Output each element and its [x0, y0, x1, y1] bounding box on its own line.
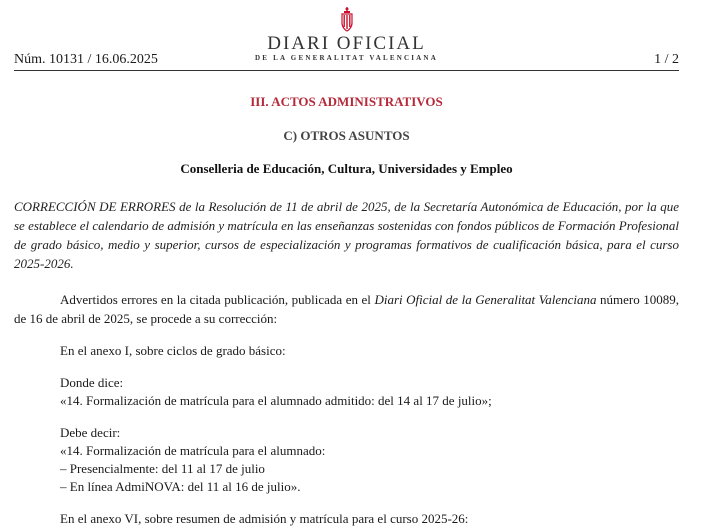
document-header	[14, 0, 679, 72]
new-text-line: – En línea AdmiNOVA: del 11 al 16 de julio».	[60, 479, 301, 494]
body-paragraph	[14, 290, 679, 328]
old-text: «14. Formalización de matrícula para el alumnado admitido: del 14 al 17 de julio»;	[60, 393, 492, 408]
journal-logo	[14, 6, 679, 62]
section-part: III. ACTOS ADMINISTRATIVOS	[250, 94, 443, 109]
annex-6-heading: En el anexo VI, sobre resumen de admisión y matrícula para el curso 2025-26:	[60, 511, 469, 526]
logo-title: DIARI OFICIAL	[267, 33, 426, 54]
intro-paragraph: CORRECCIÓN DE ERRORES de la Resolución de 11 de abril de 2025, de la Secretaría Autonómica de Educación, por la que se establece el calendario de admisión y matrícula en las enseñanzas sostenidas con fondos públicos de Formación Profesional de grado básico, medio y superior, cursos de especialización y programas formativos de cualificación básica, para el curso 2025-2026.	[14, 199, 679, 271]
section-department: Conselleria de Educación, Cultura, Universidades y Empleo	[180, 161, 513, 176]
header-rule	[14, 70, 679, 71]
donde-dice-label: Donde dice:	[60, 375, 124, 390]
new-text-line: «14. Formalización de matrícula para el alumnado:	[60, 443, 326, 458]
logo-subtitle: DE LA GENERALITAT VALENCIANA	[255, 54, 438, 62]
crest-icon	[340, 6, 354, 32]
paragraph-text: Advertidos errores en la citada publicación, publicada en el	[60, 292, 375, 307]
issue-number: Núm. 10131 / 16.06.2025	[14, 52, 158, 67]
section-subpart: C) OTROS ASUNTOS	[283, 128, 410, 143]
new-text-line: – Presencialmente: del 11 al 17 de julio	[60, 461, 265, 476]
journal-name: Diari Oficial de la Generalitat Valenciana	[374, 292, 597, 307]
annex-1-heading: En el anexo I, sobre ciclos de grado básico:	[60, 343, 286, 358]
paragraph-text: número 10089, de 16 de abril de 2025, se procede a su corrección:	[14, 292, 679, 326]
debe-decir-label: Debe decir:	[60, 425, 121, 440]
page-number: 1 / 2	[654, 52, 679, 67]
